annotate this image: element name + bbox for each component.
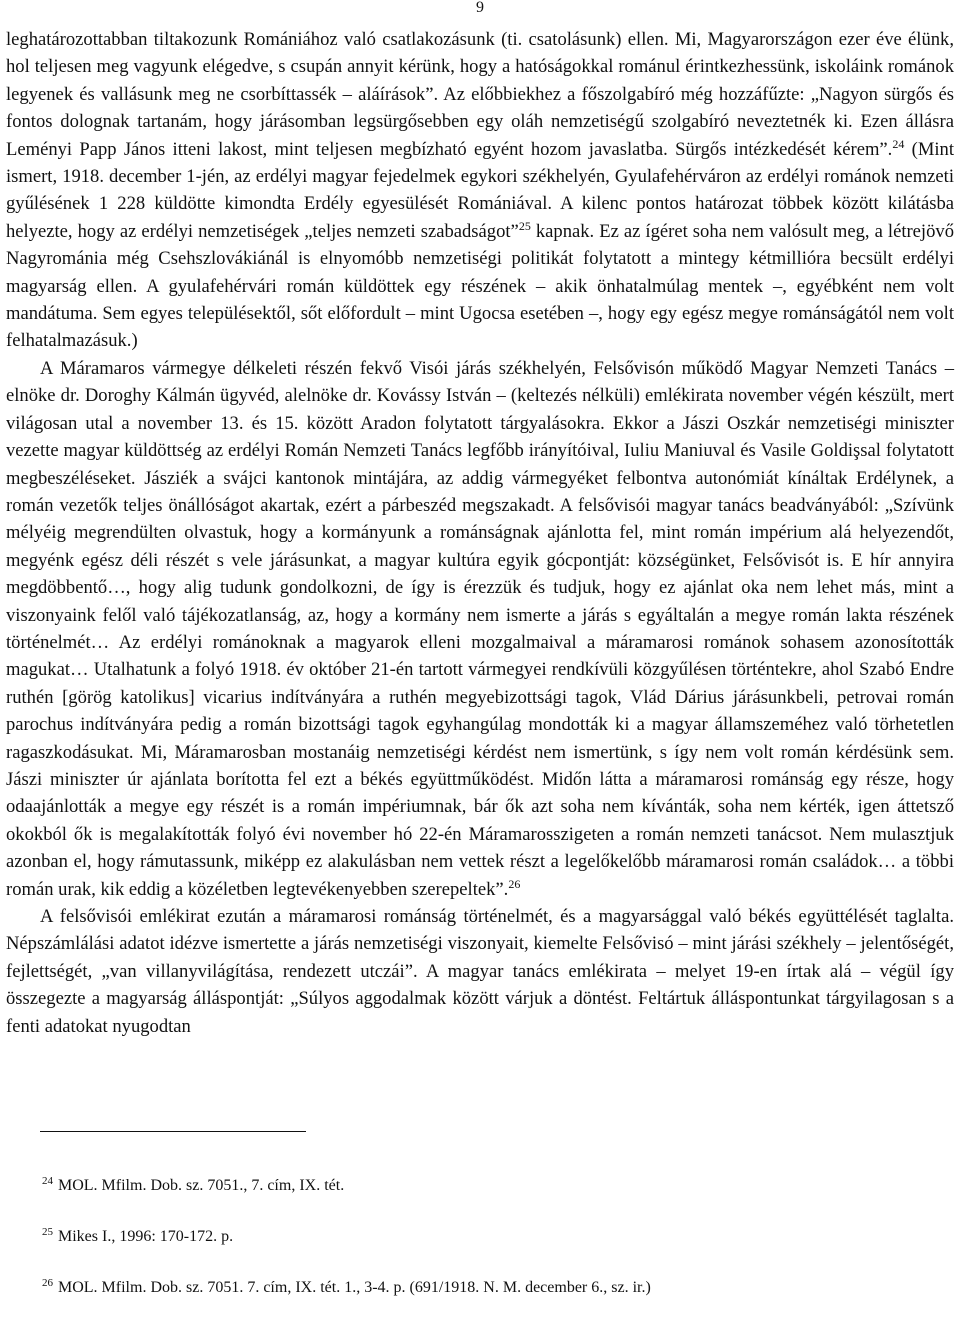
footnote-number: 26 <box>42 1277 53 1289</box>
paragraph-text: A felsővisói emlékirat ezután a máramarosi románság történelmét, és a magyarsággal való békés együttélését taglalta. Népszámlálási adatot idézve ismertette a járás nemzetiségi viszonyait, kiemelte Felsővisó – mint járási székhely – jelentőségét, fejlettségét, „van villanyvilágítása, rendezett utczái”. A magyar tanács emlékirata – melyet 19-en írtak alá – végül így összegezte a magyarság álláspontját: „Súlyos aggodalmak között várjuk a döntést. Feltártuk álláspontunkat tárgyilagosan s a fenti adatokat nyugodtan <box>6 906 954 1037</box>
paragraph <box>6 903 954 1040</box>
paragraph <box>6 355 954 903</box>
page-number: 9 <box>476 0 484 16</box>
footnote-reference: 24 <box>892 136 905 151</box>
footnote <box>42 1274 942 1297</box>
footnote <box>42 1172 942 1195</box>
footnotes <box>42 1172 942 1325</box>
paragraph-text: kapnak. Ez az ígéret soha nem valósult meg, a létrejövő Nagyrománia még Csehszlovákiánál is elnyomóbb nemzetiségi politikát folytatott a mintegy kétmillióra becsült erdélyi magyarság ellen. A gyulafehérvári román küldöttek egy részének – akik önhatalmúlag mentek –, egyébként nem volt mandátuma. Sem egyes településektől, sőt előfordult – mint Ugocsa esetében –, hogy egy egész megye románságától nem volt felhatalmazásuk.) <box>6 220 954 352</box>
paragraph-text: (Mint ismert, 1918. december 1-jén, az erdélyi magyar fejedelmek egykori székhelyén, Gyulafehérváron az erdélyi románok nemzeti gyűlésének 1 228 küldötte kimondta Erdély egyesülését Romániával. A kilenc pontos határozat többek között kilátásba helyezte, hogy az erdélyi nemzetiségek „teljes nemzeti szabadságot” <box>6 138 954 242</box>
footnote-text: Mikes I., 1996: 170-172. p. <box>58 1228 234 1245</box>
paragraph-text: leghatározottabban tiltakozunk Romániához való csatlakozásunk (ti. csatolásunk) ellen. Mi, Magyarországon ezer éve élünk, hol teljesen meg vagyunk elégedve, s csupán annyit kérünk, hogy a hatóságokkal románul érintkezhessünk, iskoláink románok legyenek és vallásunk meg ne csorbíttassék – aláírások”. Az előbbiekhez a főszolgabíró még hozzáfűzte: „Nagyon sürgős és fontos dolognak tartanám, hogy járásomban legsürgősebben egy oláh nemzetiségű szolgabíró neveztetnék ki. Ezen állásra Leményi Papp János itteni lakost, mint teljesen megbízható egyént hozom javaslatba. Sürgős intézkedését kérem”. <box>6 29 954 160</box>
paragraph-text: A Máramaros vármegye délkeleti részén fekvő Visói járás székhelyén, Felsővisón működő Magyar Nemzeti Tanács – elnöke dr. Doroghy Kálmán ügyvéd, alelnöke dr. Kovássy István – (keltezés nélküli) emlékirata november végén készült, mert világosan utal a november 13. és 15. között Aradon folytatott tárgyalásokra. Ekkor a Jászi Oszkár nemzetiségi miniszter vezette magyar küldöttség az erdélyi Román Nemzeti Tanács legfőbb irányítóival, Iuliu Maniuval és Vasile Goldişsal folytatott megbeszéléseket. Jásziék a svájci kantonok mintájára, az addig vármegyéket felbontva autonómiát kínáltak Erdélynek, a román vezetők teljes önállóságot akartak, ezért a párbeszéd megszakadt. A felsővisói magyar tanács beadványából: „Szívünk mélyéig megrendülten olvastuk, hogy a kormányunk a románságnak ajánlotta fel, mint román impérium alá helyezendőt, megyénk egész déli részét s vele járásunkat, a magyar kultúra egyik gócpontját: községünket, Felsővisót is. E hír annyira megdöbbentő…, hogy alig tudunk gondolkozni, de így is érezzük és tudjuk, hogy ez ajánlat oka nem lehet más, mint a viszonyaink felől való tájékozatlanság, az, hogy a kormány nem ismerte a járás s egyáltalán a megye román lakta részének történelmét… Az erdélyi románoknak a magyarok elleni mozgalmaival a máramarosi románok sohasem azonosították magukat… Utalhatunk a folyó 1918. év október 21-én tartott vármegyei rendkívüli közgyűlésen történtekre, ahol Szabó Endre ruthén [görög katolikus] vicarius indítványára a ruthén megyebizottsági tagok, Vlád Dárius járásunkbeli, petrovai román parochus indítványára pedig a román bizottsági tagok egyhangúlag mondották ki a magyar államszeméhez való törhetetlen ragaszkodásukat. Mi, Máramarosban mostanáig nemzetiségi kérdést nem ismertünk, s így nem volt román kérdésünk sem. Jászi miniszter úr ajánlata borította fel ezt a békés együttműködést. Midőn látta a máramarosi románság egy része, hogy odaajánlották a megye egy részét is a román impériumnak, bár ők azt soha nem kívánták, soha nem kérték, igen áttetsző okokból ők is megalakították folyó évi november hó 22-én Máramarosszigeten a román nemzeti tanácsot. Nem mulasztjuk azonban el, hogy rámutassunk, miképp ez alakulásban nem vettek részt a legelőkelőbb máramarosi román családok… a többi román urak, kik eddig a közéletben legtevékenyebben szerepeltek”. <box>6 357 954 900</box>
body-text <box>6 26 954 1040</box>
footnote-separator <box>40 1131 306 1132</box>
footnote-text: MOL. Mfilm. Dob. sz. 7051. 7. cím, IX. tét. 1., 3-4. p. (691/1918. N. M. december 6., sz. ir.) <box>58 1279 651 1296</box>
footnote-reference: 26 <box>508 876 521 891</box>
footnote-number: 24 <box>42 1175 53 1187</box>
footnote-number: 25 <box>42 1226 53 1238</box>
footnote-text: MOL. Mfilm. Dob. sz. 7051., 7. cím, IX. tét. <box>58 1177 345 1194</box>
footnote-reference: 25 <box>518 218 531 233</box>
paragraph <box>6 26 954 355</box>
footnote <box>42 1223 942 1246</box>
